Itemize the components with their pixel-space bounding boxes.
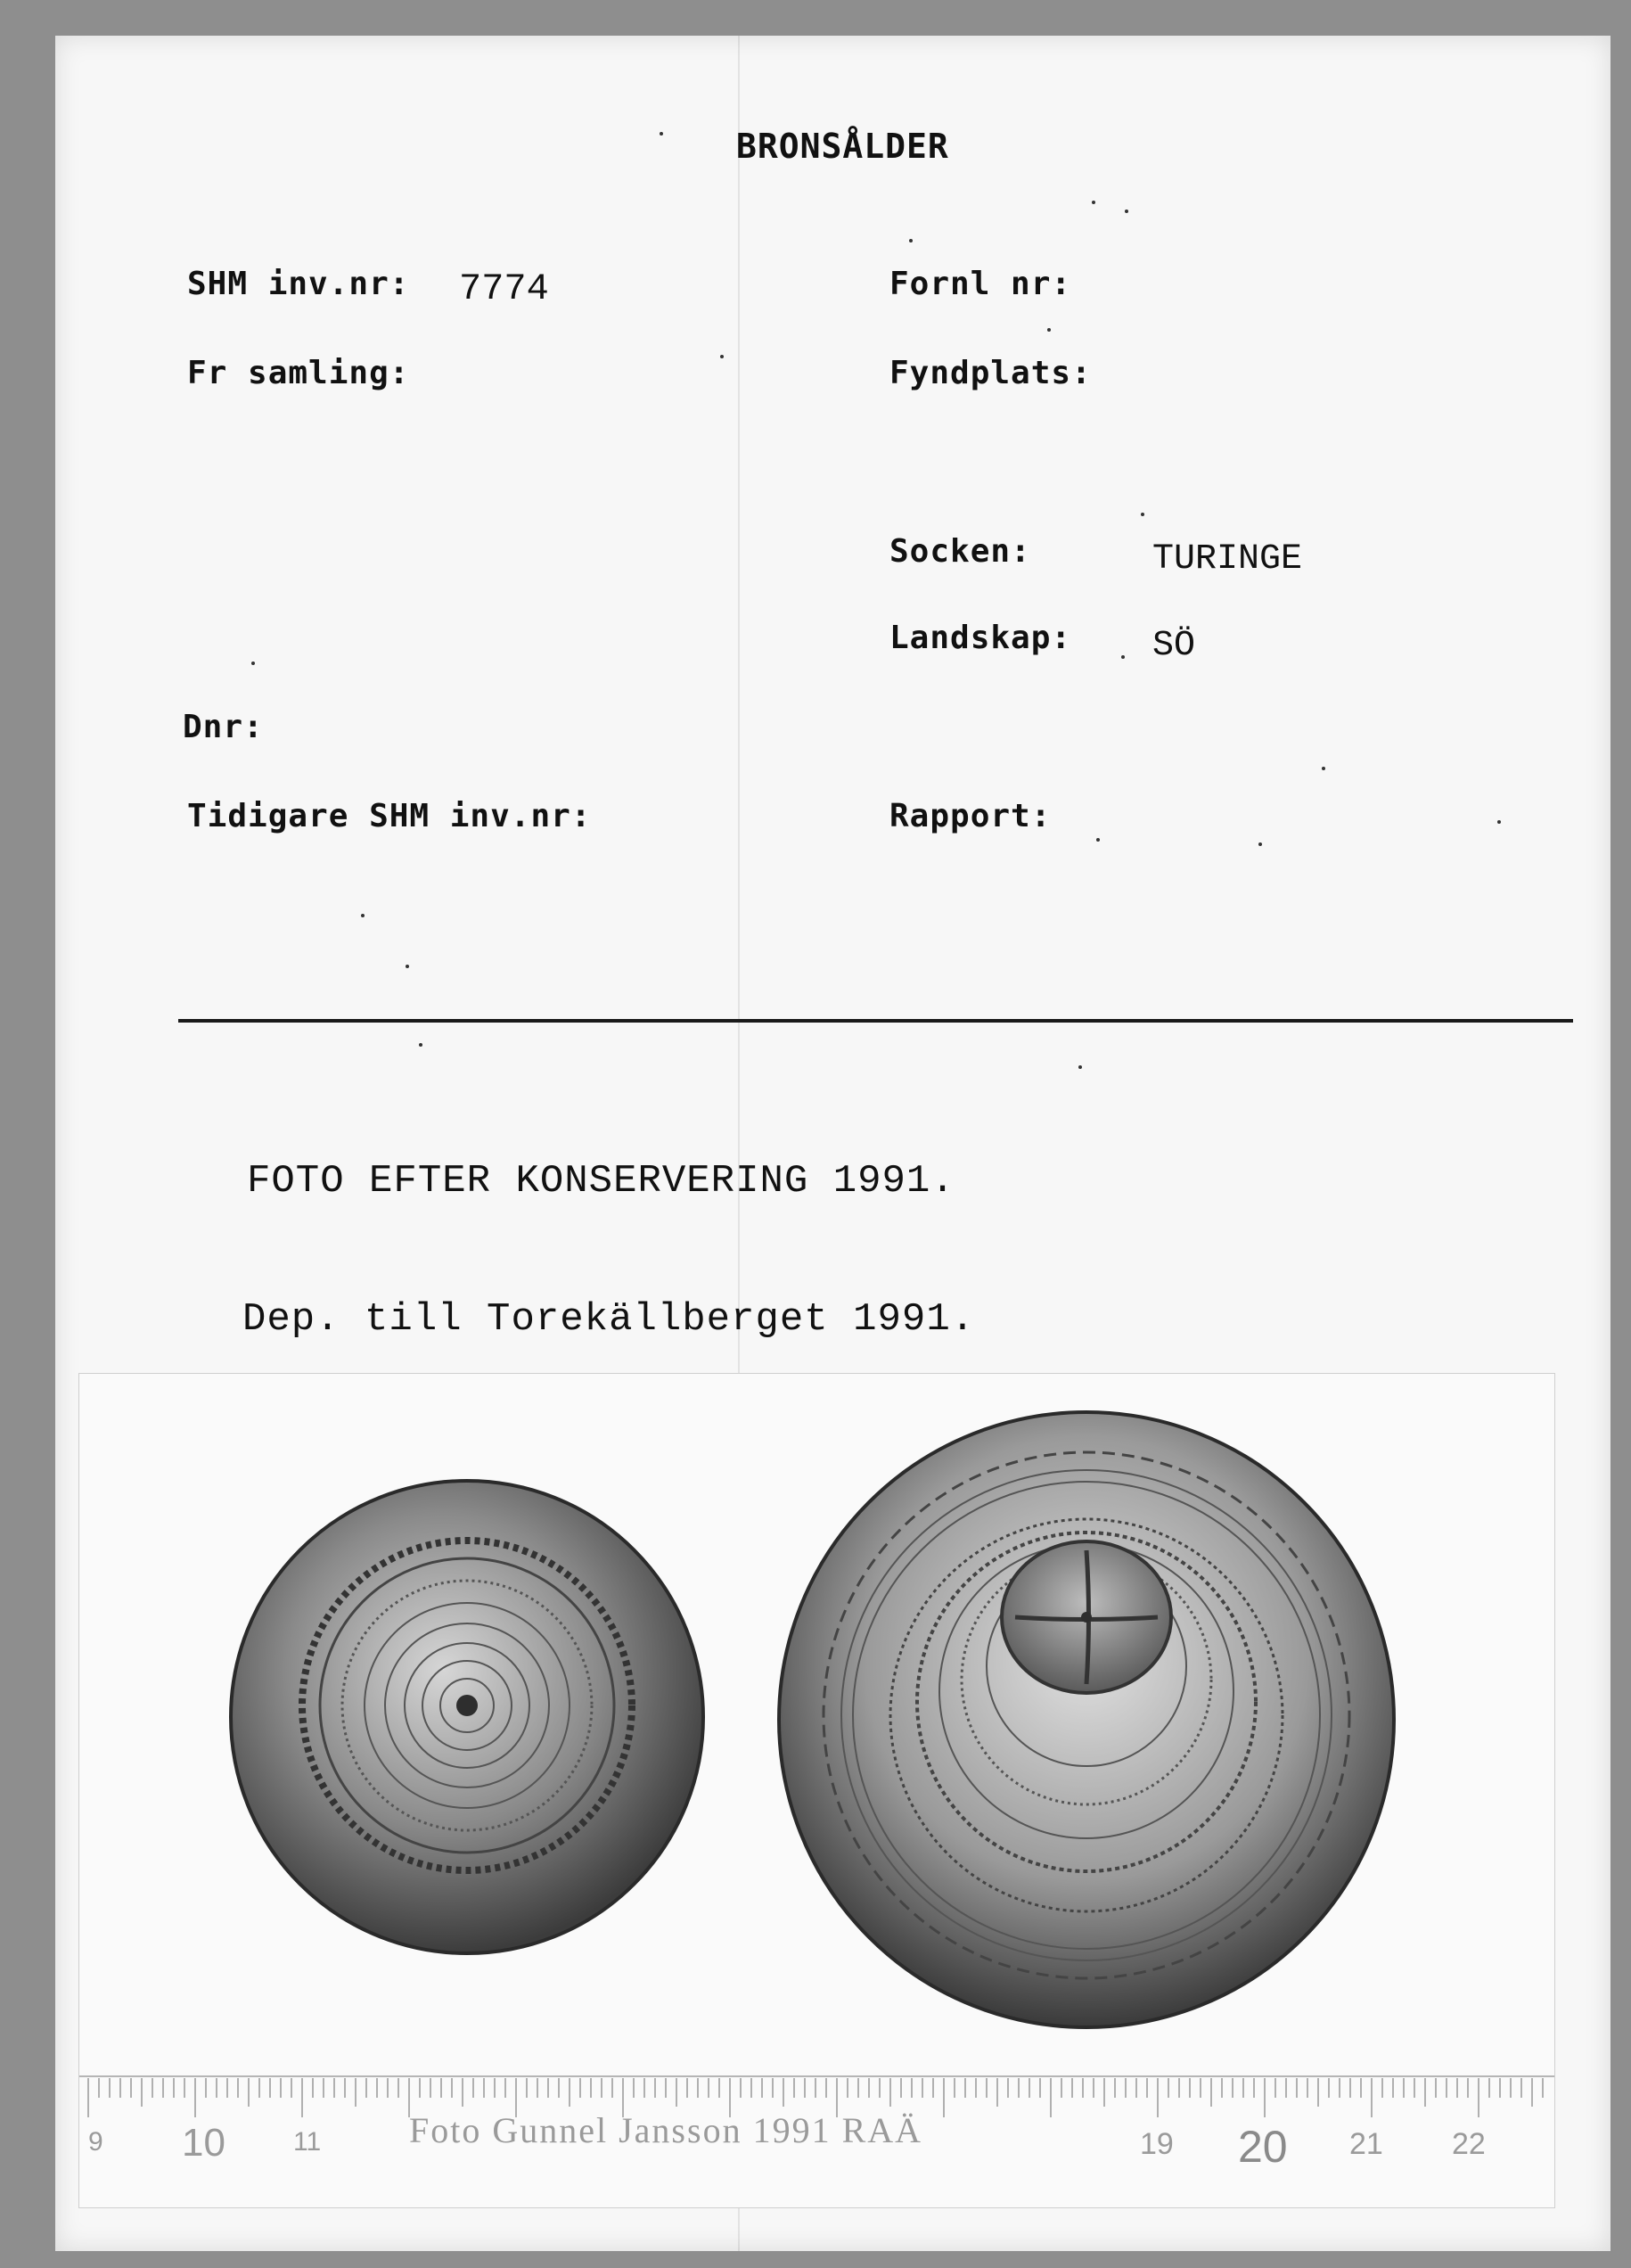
ruler-label-11: 11 [293,2127,322,2157]
ruler-label-21: 21 [1349,2127,1383,2161]
note-conservation: FOTO EFTER KONSERVERING 1991. [247,1159,955,1204]
small-bronze-disc [226,1472,712,1962]
inv-label: SHM inv.nr: [187,266,410,302]
tidigare-label: Tidigare SHM inv.nr: [187,798,592,834]
rapport-label: Rapport: [889,798,1052,834]
fornl-label: Fornl nr: [889,266,1072,302]
ruler-label-20: 20 [1238,2122,1288,2172]
fyndplats-label: Fyndplats: [889,355,1092,391]
note-deposit: Dep. till Torekällberget 1991. [242,1297,976,1342]
socken-value: TURINGE [1152,539,1303,579]
ruler-label-19: 19 [1140,2127,1174,2161]
landskap-label: Landskap: [889,620,1072,656]
ruler-label-9: 9 [88,2127,103,2157]
socken-label: Socken: [889,533,1031,570]
card-title: BRONSÅLDER [736,127,949,166]
artifact-photograph [78,1373,1555,2208]
inv-value: 7774 [459,267,549,310]
divider-line [178,1019,1573,1023]
ruler-label-10: 10 [182,2121,225,2165]
large-bronze-disc [775,1408,1398,2032]
landskap-value: SÖ [1152,626,1196,666]
photo-credit: Foto Gunnel Jansson 1991 RAÄ [409,2110,923,2150]
ruler-label-22: 22 [1452,2127,1486,2161]
dnr-label: Dnr: [183,709,264,745]
samling-label: Fr samling: [187,355,410,391]
